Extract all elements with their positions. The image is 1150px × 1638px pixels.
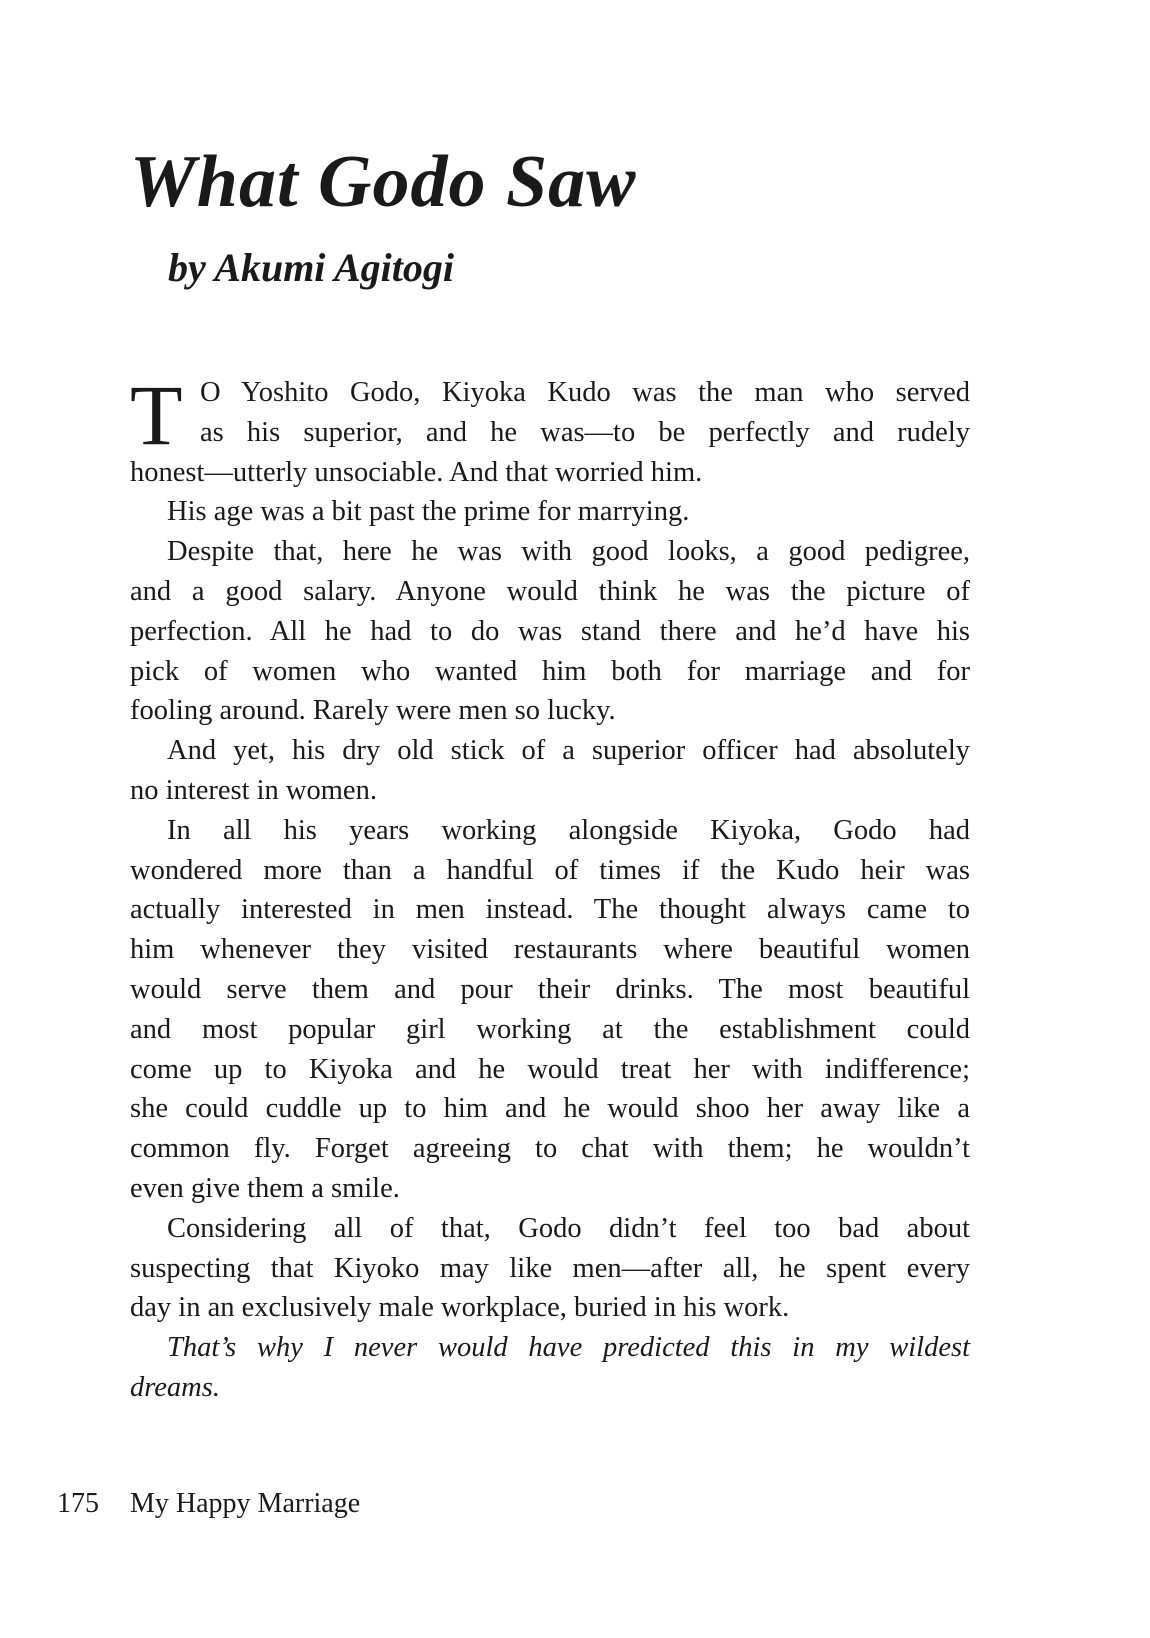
text-line: And yet, his dry old stick of a superior officer had absolutely bbox=[167, 735, 970, 767]
text-line: as his superior, and he was—to be perfectly and rudely bbox=[200, 416, 970, 448]
page-footer bbox=[57, 1488, 360, 1520]
text-line: day in an exclusively male workplace, buried in his work. bbox=[130, 1292, 790, 1324]
text-line: wondered more than a handful of times if the Kudo heir was bbox=[130, 854, 970, 886]
text-line: and most popular girl working at the establishment could bbox=[130, 1013, 970, 1045]
paragraph bbox=[130, 811, 970, 1209]
text-line: would serve them and pour their drinks. The most beautiful bbox=[130, 973, 970, 1005]
text-line: him whenever they visited restaurants where beautiful women bbox=[130, 934, 970, 966]
paragraph bbox=[130, 1209, 970, 1328]
text-line: she could cuddle up to him and he would shoo her away like a bbox=[130, 1093, 970, 1125]
paragraph bbox=[130, 532, 970, 731]
text-line: His age was a bit past the prime for marrying. bbox=[167, 496, 690, 528]
book-title: My Happy Marriage bbox=[130, 1488, 361, 1519]
page-number: 175 bbox=[57, 1488, 99, 1519]
text-line: honest—utterly unsociable. And that worried him. bbox=[130, 456, 703, 488]
text-line: perfection. All he had to do was stand there and he’d have his bbox=[130, 615, 970, 647]
text-line: common fly. Forget agreeing to chat with them; he wouldn’t bbox=[130, 1133, 970, 1165]
text-line: Despite that, here he was with good looks, a good pedigree, bbox=[167, 536, 970, 568]
paragraph bbox=[130, 492, 970, 532]
text-line: O Yoshito Godo, Kiyoka Kudo was the man who served bbox=[200, 377, 970, 408]
text-line: That’s why I never would have predicted this in my wildest bbox=[167, 1332, 970, 1364]
text-line: actually interested in men instead. The thought always came to bbox=[130, 894, 970, 926]
text-line: come up to Kiyoka and he would treat her with indifference; bbox=[130, 1053, 970, 1085]
text-line: dreams. bbox=[130, 1371, 220, 1403]
text-line: even give them a smile. bbox=[130, 1172, 400, 1204]
text-line: Considering all of that, Godo didn’t feel too bad about bbox=[167, 1212, 970, 1244]
text-line: fooling around. Rarely were men so lucky. bbox=[130, 695, 616, 727]
text-line: and a good salary. Anyone would think he was the picture of bbox=[130, 575, 970, 607]
text-line: suspecting that Kiyoko may like men—after all, he spent every bbox=[130, 1252, 970, 1284]
drop-cap: T bbox=[130, 367, 183, 463]
text-line: In all his years working alongside Kiyoka, Godo had bbox=[167, 814, 970, 846]
text-line: no interest in women. bbox=[130, 774, 377, 806]
chapter-body bbox=[130, 367, 970, 1408]
text-line: pick of women who wanted him both for marriage and for bbox=[130, 655, 970, 687]
chapter-title: What Godo Saw bbox=[130, 141, 637, 223]
paragraph bbox=[130, 731, 970, 811]
author-byline: by Akumi Agitogi bbox=[168, 245, 454, 290]
paragraph bbox=[130, 1328, 970, 1408]
paragraph bbox=[130, 367, 970, 492]
